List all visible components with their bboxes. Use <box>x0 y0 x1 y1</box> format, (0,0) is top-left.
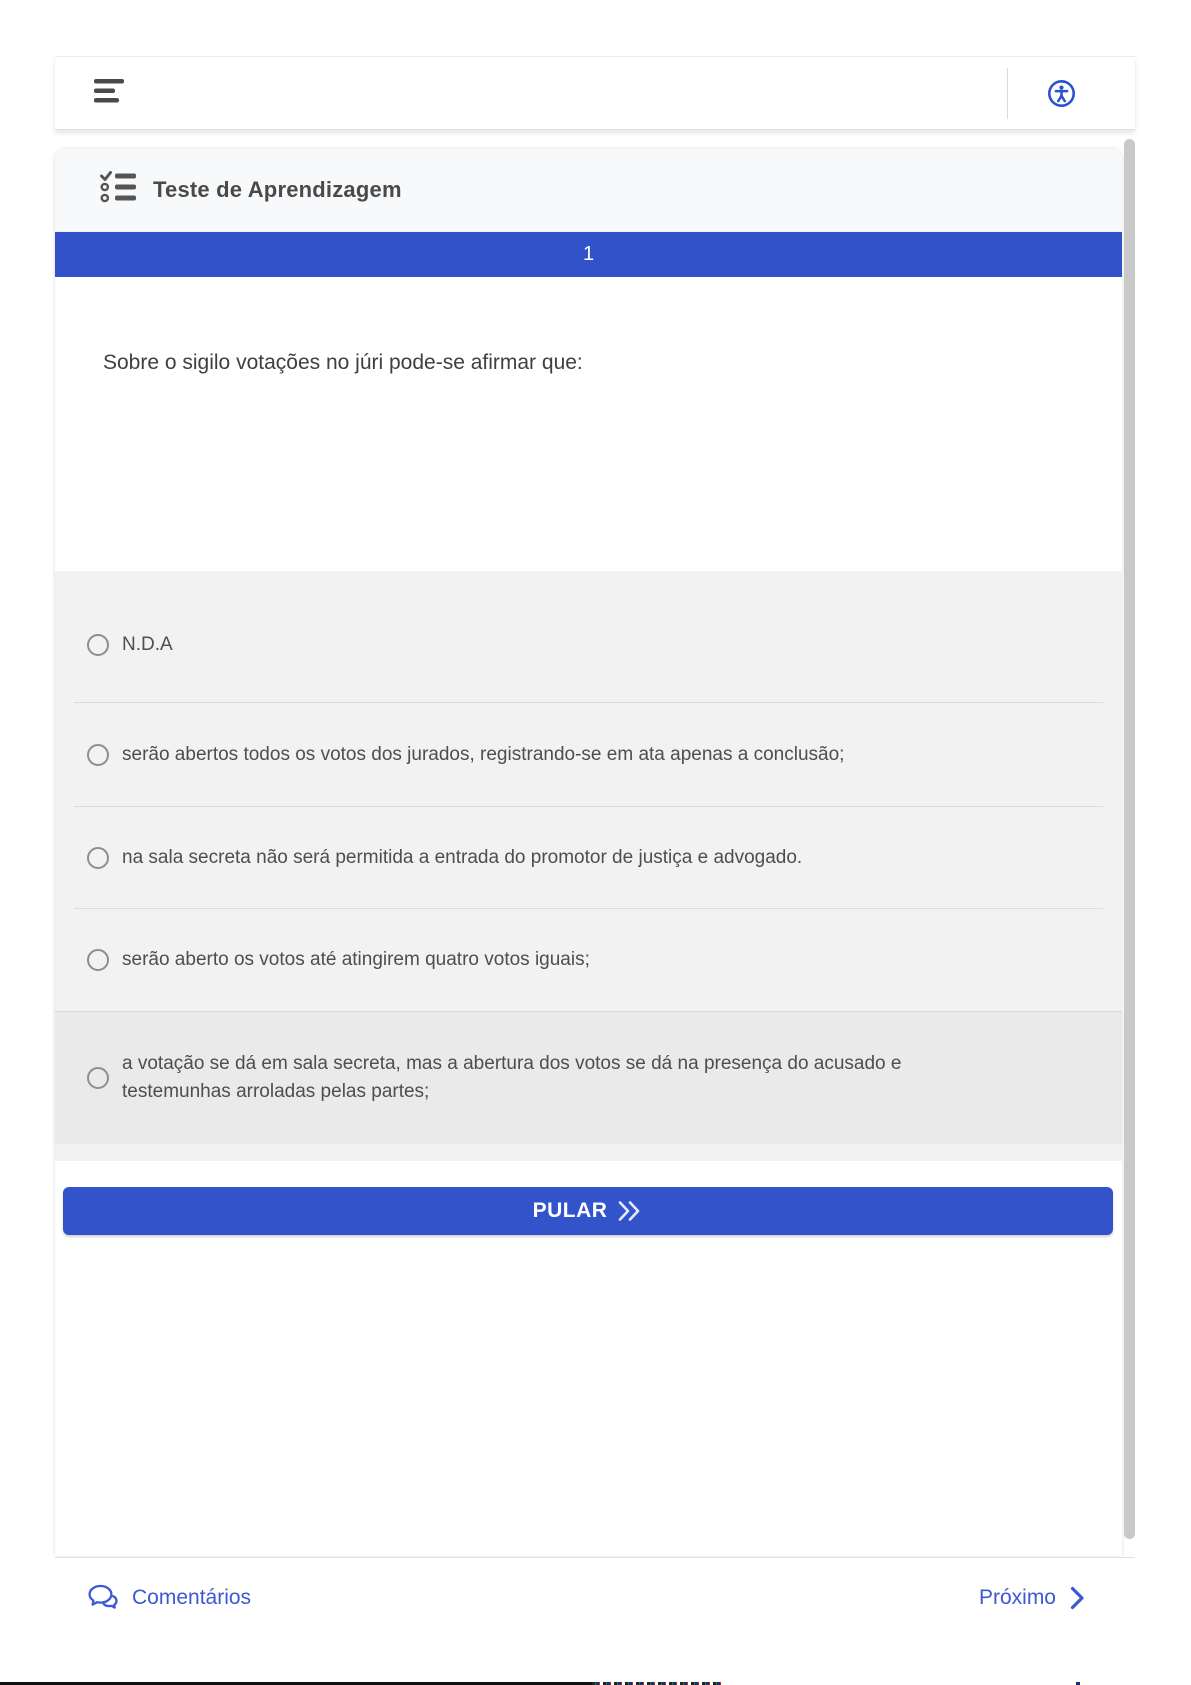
radio-button[interactable] <box>87 847 109 869</box>
options-bottom-padding <box>55 1144 1122 1161</box>
answer-option-label: serão aberto os votos até atingirem quatro votos iguais; <box>122 949 590 970</box>
question-number: 1 <box>582 243 595 265</box>
action-area <box>55 1161 1122 1556</box>
radio-button[interactable] <box>87 949 109 971</box>
quiz-card-header <box>55 149 1122 232</box>
question-text: Sobre o sigilo votações no júri pode-se afirmar que: <box>103 351 583 374</box>
accessibility-button[interactable] <box>1047 79 1076 108</box>
skip-button-label: PULAR <box>532 1199 608 1222</box>
next-link[interactable] <box>979 1586 1085 1610</box>
chat-bubbles-icon <box>88 1584 118 1611</box>
answer-options-list <box>55 571 1122 1161</box>
quiz-card <box>55 149 1122 1556</box>
answer-option-label: serão abertos todos os votos dos jurados, registrando-se em ata apenas a conclusão; <box>122 743 845 765</box>
radio-button[interactable] <box>87 634 109 656</box>
navbar-divider <box>1007 68 1008 119</box>
answer-option-label: na sala secreta não será permitida a entrada do promotor de justiça e advogado. <box>122 846 803 868</box>
answer-option-highlighted[interactable] <box>55 1011 1122 1144</box>
hamburger-icon <box>94 93 125 108</box>
answer-option[interactable] <box>74 703 1103 807</box>
next-label: Próximo <box>978 1585 1056 1609</box>
comments-link[interactable] <box>88 1584 251 1611</box>
answer-option-label: a votação se dá em sala secreta, mas a abertura dos votos se dá na presença do acusado e testemunhas arroladas pelas partes; <box>122 1053 902 1102</box>
top-navbar <box>55 56 1135 130</box>
chevron-right-icon <box>1070 1586 1085 1610</box>
skip-button[interactable] <box>63 1187 1113 1235</box>
answer-option[interactable] <box>74 909 1103 1011</box>
accessibility-icon <box>1047 96 1076 111</box>
radio-button[interactable] <box>87 744 109 766</box>
radio-button[interactable] <box>87 1067 109 1089</box>
checklist-icon <box>100 171 137 209</box>
menu-button[interactable] <box>94 78 125 108</box>
vertical-scrollbar-thumb[interactable] <box>1124 139 1135 1539</box>
quiz-card-wrapper <box>55 149 1135 1556</box>
question-number-bar <box>55 232 1122 277</box>
comments-label: Comentários <box>132 1585 252 1609</box>
question-area <box>55 277 1122 571</box>
bottom-footer <box>55 1557 1135 1637</box>
app-frame <box>55 0 1135 1556</box>
double-chevron-right-icon <box>617 1200 643 1222</box>
answer-option[interactable] <box>74 571 1103 703</box>
answer-option[interactable] <box>74 807 1103 909</box>
quiz-title: Teste de Aprendizagem <box>153 177 402 202</box>
answer-option-label: N.D.A <box>122 633 173 655</box>
